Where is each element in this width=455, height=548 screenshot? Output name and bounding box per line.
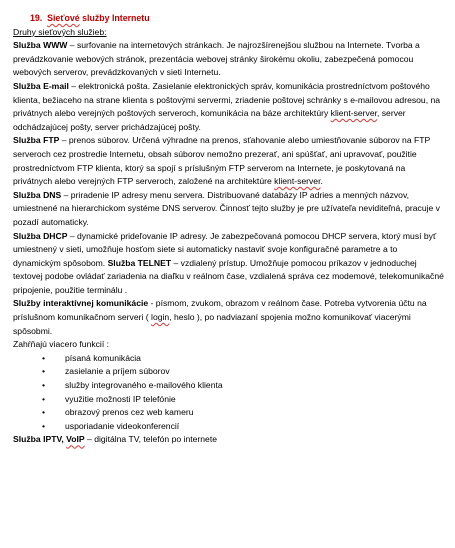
- functions-list: [13, 352, 445, 434]
- text-interactive-a: - písmom, zvukom, obrazom v reálnom čase. Potreba vytvorenia účtu na príslušnom komunikačnom serveri (: [13, 298, 427, 323]
- functions-intro: Zahŕňajú viacero funkcií :: [13, 339, 110, 350]
- term-ftp: Služba FTP: [13, 135, 60, 146]
- paragraph-interactive: [13, 297, 445, 338]
- text-iptv: – digitálna TV, telefón po internete: [84, 434, 217, 445]
- term-email: Služba E-mail: [13, 80, 69, 91]
- term-dhcp: Služba DHCP: [13, 230, 68, 241]
- spellcheck-word: klient-server: [330, 108, 377, 119]
- text-ftp-a: – prenos súborov. Určená výhradne na prenos, sťahovanie alebo umiestňovanie súborov na FTP serveroch cez prostredie Internetu, obsah súborov nemožno prezerať, ani spúšťať, ani upravovať, použitie prostredníctvom FTP klienta, ktorý sa spojí s príslušným FTP serverom na Internete, je poskytovaná na privátnych alebo verejných FTP serveroch, založené na architektúre: [13, 135, 431, 187]
- paragraph-www: [13, 39, 445, 80]
- text-www: – surfovanie na internetových stránkach. Je najrozšírenejšou službou na Internete. Tvorba a prevádzkovanie webových stránok, prezentácia webovej stránky širokému okoliu, zabezpečená pomocou webových serverov, prevádzkovaných v sieti Internetu.: [13, 40, 420, 78]
- text-dns: – priradenie IP adresy menu servera. Distribuované databázy IP adries a menných názvov, umiestnené na hierarchickom systéme DNS serverov. Činnosť tejto služby je pre užívateľa neviditeľná, pracuje v pozadí automaticky.: [13, 189, 440, 227]
- paragraph-ftp: [13, 134, 445, 188]
- paragraph-dns: [13, 189, 445, 230]
- subheading: Druhy sieťových služieb:: [13, 26, 107, 37]
- term-telnet: Služba TELNET: [107, 257, 172, 268]
- list-item: • využitie možnosti IP telefónie: [65, 393, 445, 407]
- list-item: • usporiadanie videokonferencií: [65, 420, 445, 434]
- paragraph-iptv: [13, 433, 445, 447]
- text-dhcp: – dynamické prideľovanie IP adresy. Je zabezpečovaná pomocou DHCP servera, ktorý musí byť umiestnený v sieti, umožňuje hosťom siete si automaticky nastaviť svoje konfiguračné parametre a to dynamickým spôsobom.: [13, 230, 437, 268]
- text-interactive-b: , heslo ), po nadviazaní spojenia možno komunikovať viacerými spôsobmi.: [13, 312, 411, 336]
- list-item: • obrazový prenos cez web kameru: [65, 406, 445, 420]
- text-telnet: – vzdialený prístup. Umožňuje pomocou príkazov v jednoduchej textovej podobe ovládať zariadenia na diaľku v reálnom čase, vzdialená správa cez modemové, telekomunikačné pripojenie, použitie terminálu .: [13, 257, 444, 295]
- heading-number: 19.: [30, 13, 43, 23]
- list-item: • zasielanie a príjem súborov: [65, 365, 445, 379]
- document-body: [13, 12, 445, 447]
- text-email-a: – elektronická pošta. Zasielanie elektronických správ, komunikácia prostredníctvom poštového klienta, bežiaceho na strane klienta s poštovými servermi, zriadenie poštovej schránky s e-mailovou adresou, na privátnych alebo verejných poštových serveroch, komunikácia na báze architektúry: [13, 80, 441, 119]
- section-heading: [13, 12, 445, 26]
- term-www: Služba WWW: [13, 40, 68, 51]
- spellcheck-word: VoIP: [66, 434, 85, 445]
- spellcheck-word: klient-server: [274, 176, 321, 187]
- spellcheck-word: login: [151, 312, 170, 323]
- text-email-b: , server odchádzajúcej pošty, server prichádzajúcej pošty.: [13, 108, 406, 132]
- term-dns: Služba DNS: [13, 189, 62, 200]
- term-iptv: Služba IPTV,: [13, 434, 67, 445]
- heading-title-flagged: Sieťové: [47, 13, 80, 23]
- list-item: • písaná komunikácia: [65, 352, 445, 366]
- paragraph-dhcp: [13, 230, 445, 298]
- term-interactive: Služby interaktívnej komunikácie: [13, 298, 149, 309]
- paragraph-email: [13, 80, 445, 134]
- heading-title: služby Internetu: [79, 13, 150, 23]
- text-ftp-b: .: [320, 176, 323, 187]
- list-item: • služby integrovaného e-mailového klienta: [65, 379, 445, 393]
